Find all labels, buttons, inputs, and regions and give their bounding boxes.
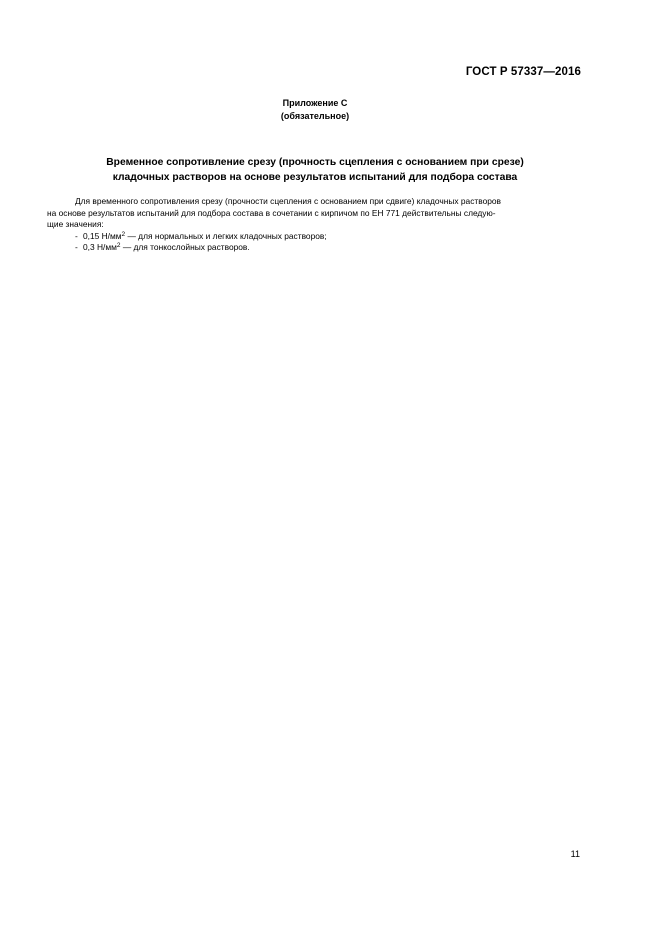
body-paragraph-line-3: щие значения: <box>47 219 104 229</box>
section-title-line-1: Временное сопротивление срезу (прочность сцепления с основанием при срезе) <box>106 157 524 168</box>
body-paragraph-line-1: Для временного сопротивления срезу (прочности сцепления с основанием при сдвиге) кладочных растворов <box>75 196 501 206</box>
standard-id-header: ГОСТ Р 57337—2016 <box>465 66 581 78</box>
list-dash: - <box>75 242 78 252</box>
list-item-exponent: 2 <box>116 242 121 249</box>
list-item-text: — для тонкослойных растворов. <box>120 242 250 252</box>
list-item <box>47 231 585 243</box>
values-list <box>47 231 585 254</box>
section-title-line-2: кладочных растворов на основе результатов испытаний для подбора состава <box>112 172 518 183</box>
list-item-value: 0,15 Н/мм <box>83 230 122 241</box>
appendix-status: (обязательное) <box>280 111 350 121</box>
list-item-value: 0,3 Н/мм <box>83 242 117 252</box>
list-item-exponent: 2 <box>121 230 126 238</box>
appendix-heading <box>0 97 630 123</box>
body-text <box>47 196 585 254</box>
appendix-label: Приложение С <box>282 98 348 108</box>
list-item-text: — для нормальных и легких кладочных растворов; <box>125 230 327 241</box>
section-title <box>0 155 630 185</box>
page-number: 11 <box>570 849 580 859</box>
list-item <box>47 242 585 254</box>
body-paragraph-line-2: на основе результатов испытаний для подбора состава в сочетании с кирпичом по ЕН 771 действительны следую- <box>47 207 496 218</box>
list-dash: - <box>75 230 78 241</box>
